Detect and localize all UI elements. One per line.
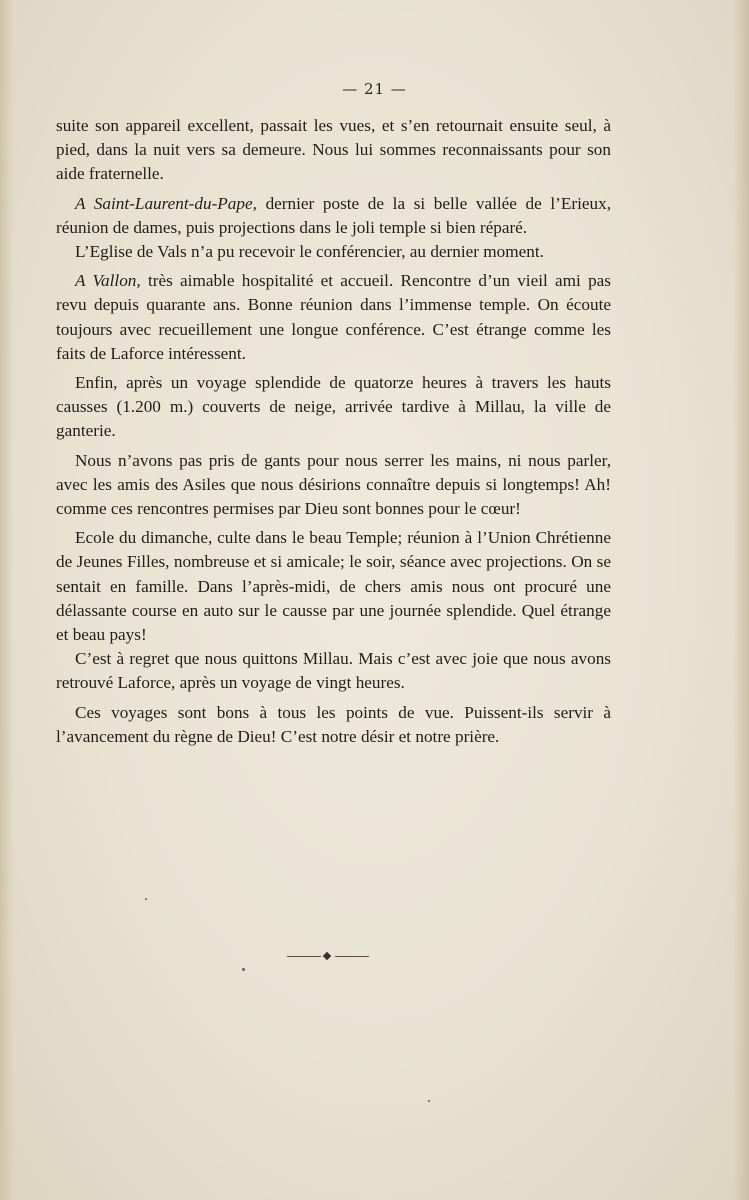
paragraph-2-text: dernier poste de la si belle vallée de l’Erieux, réunion de dames, puis projections dans le joli temple si bien réparé.	[56, 193, 611, 237]
paragraph-2	[56, 192, 611, 240]
page-number: — 21 —	[342, 80, 407, 98]
page-edge-shadow-left	[0, 0, 14, 1200]
paragraph-6: Nous n’avons pas pris de gants pour nous serrer les mains, ni nous parler, avec les amis des Asiles que nous désirions connaître depuis si longtemps! Ah! comme ces rencontres permises par Dieu sont bonnes pour le cœur!	[56, 450, 611, 519]
paper-speck	[428, 1100, 430, 1102]
ornament-diamond-icon	[323, 952, 331, 960]
ornament-rule-left	[287, 956, 321, 957]
paper-speck	[242, 968, 245, 971]
section-end-ornament	[287, 953, 369, 961]
paragraph-4	[56, 269, 611, 366]
ornament-rule-right	[335, 956, 369, 957]
paper-speck	[145, 898, 147, 900]
paragraph-9: Ces voyages sont bons à tous les points de vue. Puissent-ils servir à l’avancement du règne de Dieu! C’est notre désir et notre prière.	[56, 702, 611, 746]
paragraph-8: C’est à regret que nous quittons Millau. Mais c’est avec joie que nous avons retrouvé Laforce, après un voyage de vingt heures.	[56, 649, 611, 693]
paragraph-3: L’Eglise de Vals n’a pu recevoir le conférencier, au dernier moment.	[75, 242, 544, 262]
paragraph-4-text: très aimable hospitalité et accueil. Rencontre d’un vieil ami pas revu depuis quarante ans. Bonne réunion dans l’immense temple. On écoute toujours avec recueillement une longue conférence. C’est étrange comme les faits de Laforce intéressent.	[56, 271, 611, 363]
paragraph-7: Ecole du dimanche, culte dans le beau Temple; réunion à l’Union Chrétienne de Jeunes Filles, nombreuse et si amicale; le soir, séance avec projections. On se sentait en famille. Dans l’après-midi, de chers amis nous ont procuré une délassante course en auto sur le causse par une journée splendide. Quel étrange et beau pays!	[56, 528, 611, 645]
place-name-vallon: A Vallon,	[75, 271, 141, 291]
place-name-saint-laurent: A Saint-Laurent-du-Pape,	[75, 193, 257, 213]
paragraph-5: Enfin, après un voyage splendide de quatorze heures à travers les hauts causses (1.200 m.) couverts de neige, arrivée tardive à Millau, la ville de ganterie.	[56, 373, 611, 441]
page-edge-shadow-right	[733, 0, 749, 1200]
paragraph-1: suite son appareil excellent, passait les vues, et s’en retournait ensuite seul, à pied, dans la nuit vers sa demeure. Nous lui sommes reconnaissants pour son aide fraternelle.	[56, 116, 611, 184]
body-text	[56, 114, 611, 749]
